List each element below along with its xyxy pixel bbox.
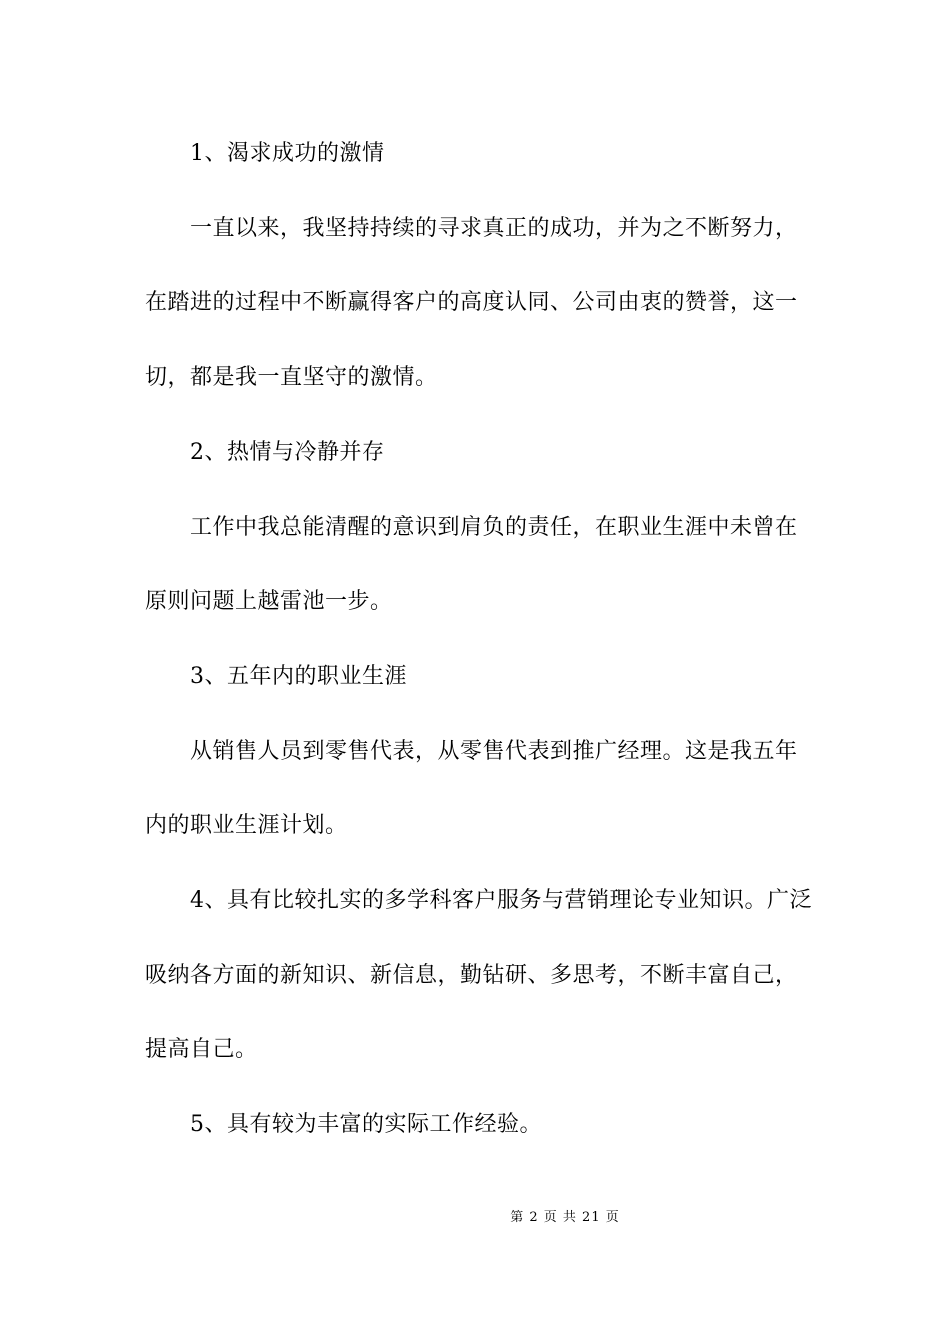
heading-4: 4、具有比较扎实的多学科客户服务与营销理论专业知识。广泛 xyxy=(190,888,812,913)
paragraph-line: 内的职业生涯计划。 xyxy=(145,813,348,838)
paragraph-line: 一直以来，我坚持持续的寻求真正的成功，并为之不断努力， xyxy=(190,216,798,241)
paragraph-line: 原则问题上越雷池一步。 xyxy=(145,589,393,614)
heading-3: 3、五年内的职业生涯 xyxy=(190,664,407,689)
heading-2: 2、热情与冷静并存 xyxy=(190,440,385,465)
paragraph-line: 从销售人员到零售代表，从零售代表到推广经理。这是我五年 xyxy=(190,739,798,764)
paragraph-line: 在踏进的过程中不断赢得客户的高度认同、公司由衷的赞誉，这一 xyxy=(145,290,798,315)
paragraph-line: 提高自己。 xyxy=(145,1037,258,1062)
paragraph-line: 吸纳各方面的新知识、新信息，勤钻研、多思考，不断丰富自己， xyxy=(145,963,798,988)
page-number-footer: 第 2 页 共 21 页 xyxy=(510,1210,620,1225)
heading-1: 1、渴求成功的激情 xyxy=(190,141,385,166)
paragraph-line: 工作中我总能清醒的意识到肩负的责任，在职业生涯中未曾在 xyxy=(190,515,798,540)
heading-5: 5、具有较为丰富的实际工作经验。 xyxy=(190,1112,542,1137)
paragraph-line: 切，都是我一直坚守的激情。 xyxy=(145,365,438,390)
